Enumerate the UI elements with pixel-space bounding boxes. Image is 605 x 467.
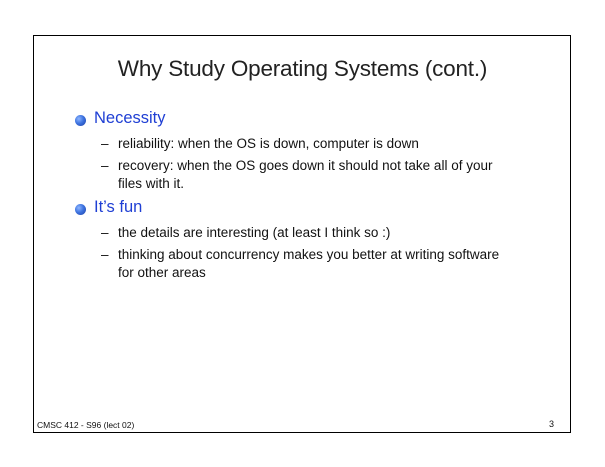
bullet-its-fun bbox=[75, 198, 575, 222]
page-number: 3 bbox=[549, 419, 555, 429]
dash-icon: – bbox=[101, 158, 109, 173]
dash-icon: – bbox=[101, 225, 109, 240]
sub-item-text: the details are interesting (at least I think so :) bbox=[118, 225, 391, 240]
sub-item-text: thinking about concurrency makes you better at writing software for other areas bbox=[118, 247, 500, 280]
slide-title: Why Study Operating Systems (cont.) bbox=[117, 56, 488, 81]
sub-item bbox=[101, 246, 521, 282]
sub-item bbox=[101, 224, 521, 242]
bullet-dot-icon bbox=[75, 115, 86, 126]
bullet-label: Necessity bbox=[94, 109, 166, 127]
sub-item bbox=[101, 157, 521, 193]
dash-icon: – bbox=[101, 136, 109, 151]
bullet-dot-icon bbox=[75, 204, 86, 215]
sub-item-text: recovery: when the OS goes down it should not take all of your files with it. bbox=[118, 158, 493, 191]
sub-item-text: reliability: when the OS is down, computer is down bbox=[118, 136, 419, 151]
slide-footer: CMSC 412 - S96 (lect 02) bbox=[37, 420, 135, 430]
dash-icon: – bbox=[101, 247, 109, 262]
sub-item bbox=[101, 135, 521, 153]
bullet-label: It’s fun bbox=[94, 198, 143, 216]
bullet-necessity bbox=[75, 109, 575, 133]
